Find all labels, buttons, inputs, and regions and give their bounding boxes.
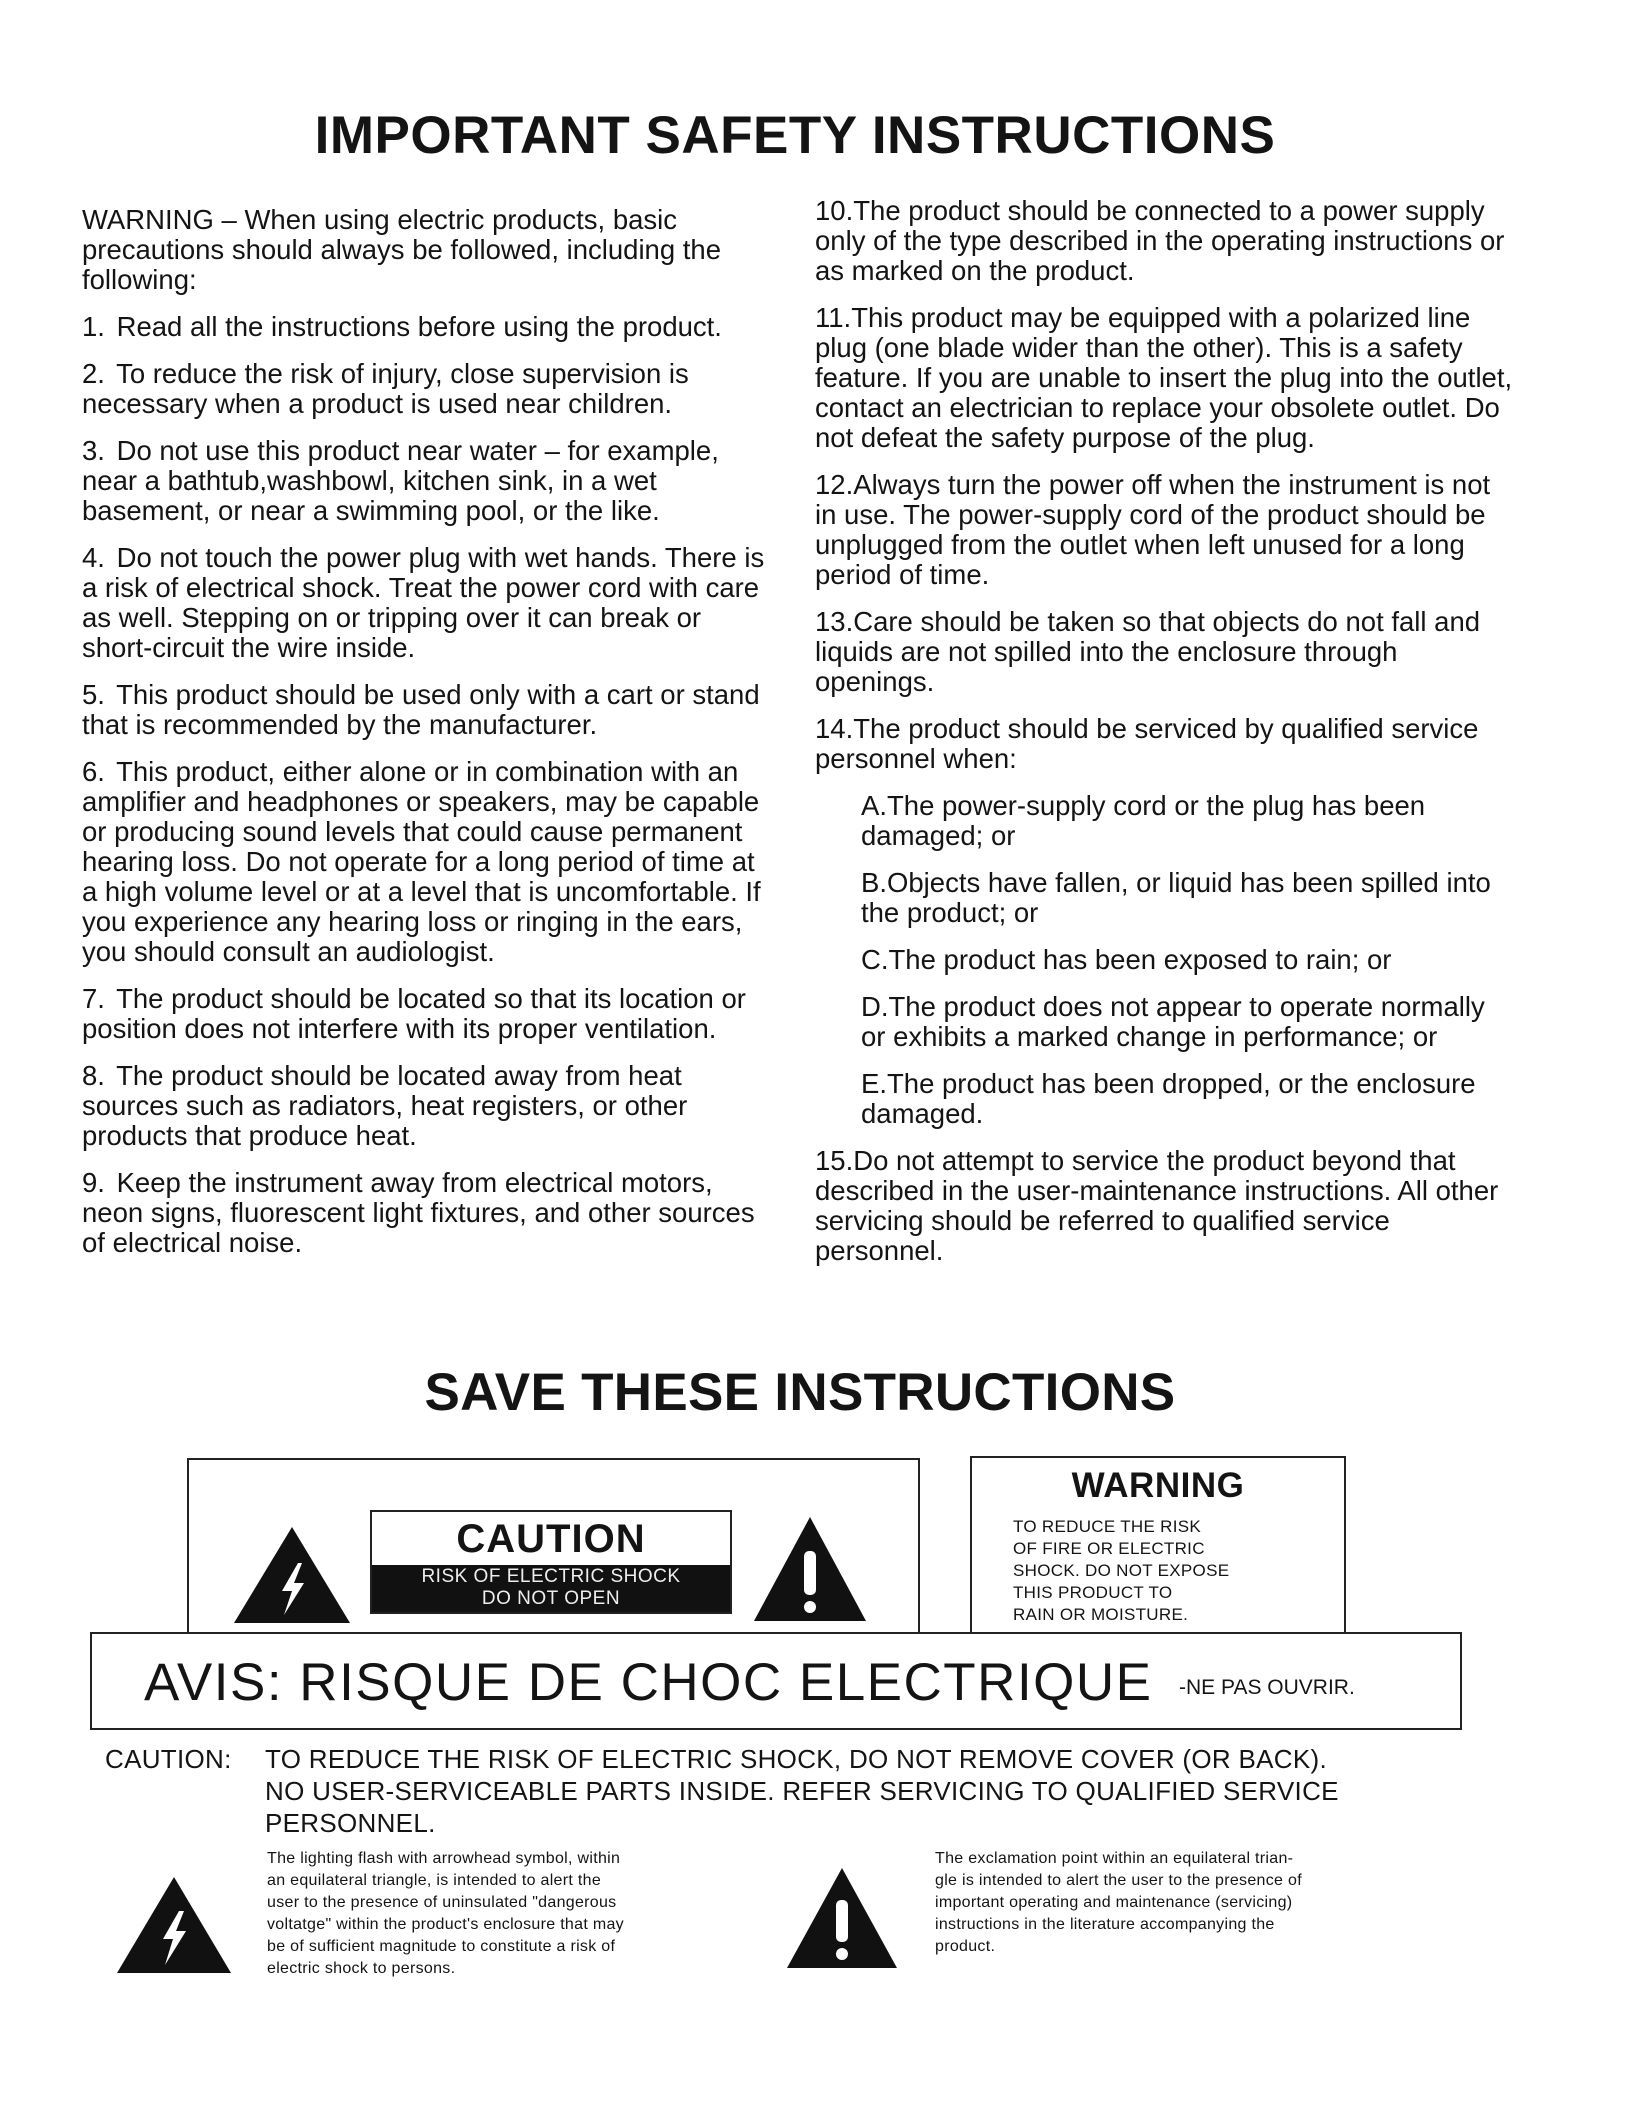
sub-list-item (861, 1069, 1515, 1129)
explanation-line: be of sufficient magnitude to constitute a risk of (267, 1938, 616, 1955)
warning-text (1013, 1516, 1344, 1626)
explanation-line: user to the presence of uninsulated "dangerous (267, 1894, 617, 1911)
list-item (82, 359, 772, 419)
explanation-line: The lighting flash with arrowhead symbol, within (267, 1850, 621, 1867)
caution-note-text (265, 1743, 1465, 1839)
right-column (815, 196, 1515, 1283)
item-text: Do not touch the power plug with wet hands. There is a risk of electrical shock. Treat the power cord with care as well. Stepping on or tripping over it can break or short-circuit the wire inside. (82, 542, 765, 663)
warning-line: OF FIRE OR ELECTRIC (1013, 1539, 1205, 1558)
item-text: To reduce the risk of injury, close supervision is necessary when a product is used near children. (82, 358, 689, 419)
warning-intro: WARNING – When using electric products, basic precautions should always be followed, including the following: (82, 204, 722, 295)
item-number: 9. (82, 1167, 105, 1198)
item-letter: C. (861, 944, 889, 975)
item-text: Care should be taken so that objects do not fall and liquids are not spilled into the enclosure through openings. (815, 606, 1481, 697)
list-item (82, 757, 772, 967)
caution-note-line: TO REDUCE THE RISK OF ELECTRIC SHOCK, DO NOT REMOVE COVER (OR BACK). (265, 1744, 1327, 1774)
item-text: This product should be used only with a cart or stand that is recommended by the manufacturer. (82, 679, 760, 740)
exclamation-explanation (935, 1848, 1405, 1958)
explanation-line: an equilateral triangle, is intended to alert the (267, 1872, 602, 1889)
explanation-line: The exclamation point within an equilateral trian- (935, 1850, 1294, 1867)
item-text: Always turn the power off when the instrument is not in use. The power-supply cord of the product should be unplugged from the outlet when left unused for a long period of time. (815, 469, 1491, 590)
avis-banner (90, 1632, 1462, 1730)
item-text: The product has been dropped, or the enclosure damaged. (861, 1068, 1476, 1129)
list-item (82, 680, 772, 740)
page-title: IMPORTANT SAFETY INSTRUCTIONS (314, 106, 1276, 165)
caution-note-label: CAUTION: (105, 1744, 232, 1774)
list-item (82, 1168, 772, 1258)
caution-subtext (372, 1565, 730, 1612)
item-number: 5. (82, 679, 105, 710)
exclamation-triangle-icon (785, 1866, 899, 1970)
item-text: Do not use this product near water – for example, near a bathtub,washbowl, kitchen sink, in a wet basement, or near a swimming pool, or the like. (82, 435, 719, 526)
item-text: The power-supply cord or the plug has been damaged; or (861, 790, 1426, 851)
warning-heading: WARNING (1071, 1466, 1245, 1505)
save-instructions-heading: SAVE THESE INSTRUCTIONS (424, 1363, 1176, 1422)
warning-line: RAIN OR MOISTURE. (1013, 1605, 1189, 1624)
item-number: 3. (82, 435, 105, 466)
item-number: 2. (82, 358, 105, 389)
list-item (82, 436, 772, 526)
item-number: 10. (815, 195, 854, 226)
lightning-explanation (267, 1848, 737, 1980)
item-text: The product should be located so that its location or position does not interfere with its proper ventilation. (82, 983, 746, 1044)
item-text: The product should be serviced by qualified service personnel when: (815, 713, 1479, 774)
item-text: Keep the instrument away from electrical motors, neon signs, fluorescent light fixtures, and other sources of electrical noise. (82, 1167, 755, 1258)
list-item (815, 607, 1515, 697)
warning-panel (970, 1456, 1346, 1634)
item-text: The product should be connected to a power supply only of the type described in the operating instructions or as marked on the product. (815, 195, 1505, 286)
item-text: The product should be located away from heat sources such as radiators, heat registers, or other products that produce heat. (82, 1060, 688, 1151)
explanation-line: important operating and maintenance (servicing) (935, 1894, 1293, 1911)
list-item (82, 543, 772, 663)
item-text: This product may be equipped with a polarized line plug (one blade wider than the other). This is a safety feature. If you are unable to insert the plug into the outlet, contact an electrician to replace your obsolete outlet. Do not defeat the safety purpose of the plug. (815, 302, 1513, 453)
item-text: Objects have fallen, or liquid has been spilled into the product; or (861, 867, 1491, 928)
item-number: 11. (815, 302, 852, 333)
caution-subtext-line: RISK OF ELECTRIC SHOCK (421, 1566, 681, 1587)
item-number: 7. (82, 983, 105, 1014)
explanation-line: instructions in the literature accompanying the (935, 1916, 1275, 1933)
list-item (815, 303, 1515, 453)
warning-line: SHOCK. DO NOT EXPOSE (1013, 1561, 1230, 1580)
list-item (815, 714, 1515, 774)
sub-list-item (861, 791, 1515, 851)
list-item (82, 1061, 772, 1151)
avis-text: AVIS: RISQUE DE CHOC ELECTRIQUE (144, 1653, 1153, 1712)
warning-line: TO REDUCE THE RISK (1013, 1517, 1202, 1536)
sub-list-item (861, 992, 1515, 1052)
exclamation-triangle-icon (752, 1515, 868, 1623)
item-number: 1. (82, 311, 105, 342)
item-letter: B. (861, 867, 887, 898)
list-item (815, 470, 1515, 590)
list-item (815, 196, 1515, 286)
item-number: 15. (815, 1145, 854, 1176)
avis-subtext: -NE PAS OUVRIR. (1179, 1676, 1355, 1699)
item-text: The product has been exposed to rain; or (888, 944, 1392, 975)
caution-subtext-line: DO NOT OPEN (481, 1588, 621, 1609)
list-item (82, 312, 772, 342)
item-text: This product, either alone or in combination with an amplifier and headphones or speakers, may be capable or producing sound levels that could cause permanent hearing loss. Do not operate for a long period of time at a high volume level or at a level that is uncomfortable. If you experience any hearing loss or ringing in the ears, you should consult an audiologist. (82, 756, 761, 967)
item-number: 4. (82, 542, 105, 573)
warning-line: THIS PRODUCT TO (1013, 1583, 1173, 1602)
caution-note-line: NO USER-SERVICEABLE PARTS INSIDE. REFER SERVICING TO QUALIFIED SERVICE (265, 1776, 1339, 1806)
explanation-line: electric shock to persons. (267, 1960, 456, 1977)
item-number: 12. (815, 469, 854, 500)
sub-list-item (861, 945, 1515, 975)
lightning-triangle-icon (115, 1875, 233, 1975)
explanation-line: product. (935, 1938, 996, 1955)
lightning-triangle-icon (232, 1525, 352, 1625)
caution-label (370, 1510, 732, 1614)
item-number: 6. (82, 756, 105, 787)
explanation-line: gle is intended to alert the user to the presence of (935, 1872, 1302, 1889)
item-text: The product does not appear to operate normally or exhibits a marked change in performance; or (861, 991, 1485, 1052)
caution-note-line: PERSONNEL. (265, 1808, 436, 1838)
item-number: 13. (815, 606, 854, 637)
item-letter: D. (861, 991, 889, 1022)
explanation-line: voltatge" within the product's enclosure that may (267, 1916, 624, 1933)
caution-heading: CAUTION (456, 1517, 646, 1561)
item-letter: A. (861, 790, 887, 821)
item-text: Read all the instructions before using the product. (116, 311, 722, 342)
list-item (815, 1146, 1515, 1266)
item-letter: E. (861, 1068, 887, 1099)
item-number: 14. (815, 713, 854, 744)
item-number: 8. (82, 1060, 105, 1091)
sub-list-item (861, 868, 1515, 928)
left-column (82, 205, 772, 1275)
item-text: Do not attempt to service the product beyond that described in the user-maintenance instructions. All other servicing should be referred to qualified service personnel. (815, 1145, 1499, 1266)
list-item (82, 984, 772, 1044)
